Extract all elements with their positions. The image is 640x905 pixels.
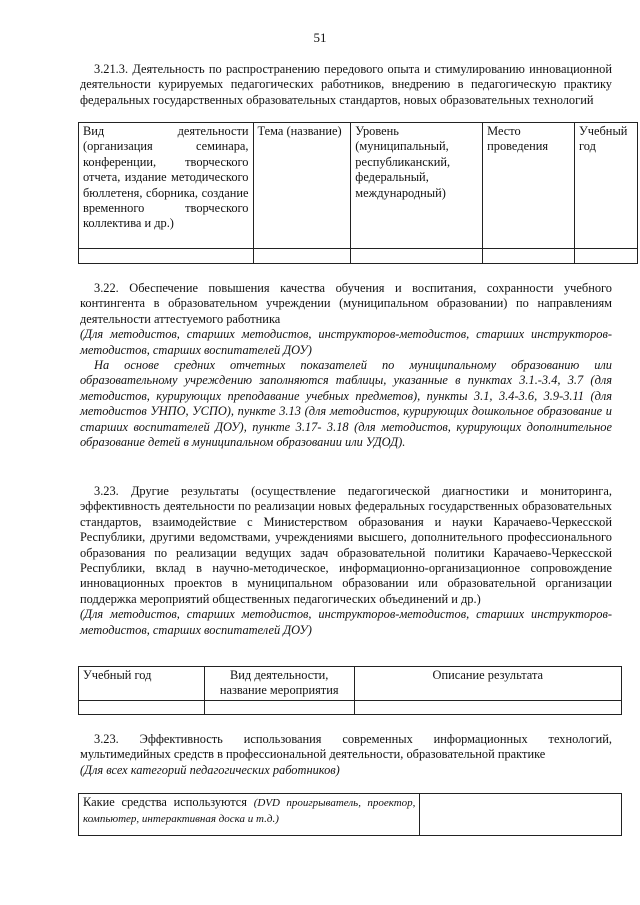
empty-cell[interactable] [204,700,354,714]
section-3-22-heading: 3.22. Обеспечение повышения качества обучения и воспитания, сохранности учебного контингента в образовательном учреждении (муниципальном образовании) по направлениям деятельности аттестуемого работника [80,281,612,326]
empty-cell[interactable] [354,700,621,714]
col-topic: Тема (название) [253,123,351,249]
section-3-23-it-heading: 3.23. Эффективность использования современных информационных технологий, мультимедийных средств в профессиональной деятельности, образовательной практике [80,732,612,762]
empty-cell[interactable] [483,249,575,264]
activity-table [78,122,638,264]
tools-question-label: Какие средства используются [83,795,247,809]
table-row [79,794,622,836]
tools-question-note: (DVD проигрыватель, проектор, компьютер, интерактивная доска и т.д.) [83,797,416,826]
section-3-23-it-for-whom: (Для всех категорий педагогических работников) [80,762,340,777]
section-3-21-3-heading: 3.21.3. Деятельность по распространению передового опыта и стимулированию инновационной деятельности курируемых педагогических работников, внедрению в педагогическую практику федеральных государственных образовательных стандартов, новых образовательных технологий [80,62,612,107]
section-3-23-for-whom: (Для методистов, старших методистов, инструкторов-методистов, старших инструкторов-методистов, старших воспитателей ДОУ) [80,607,612,637]
page-number: 51 [313,30,327,45]
it-tools-table [78,793,622,836]
col-activity-type: Вид деятельности (организация семинара, конференции, творческого отчета, издание методического бюллетеня, сборника, создание временного творческого коллектива и др.) [79,123,254,249]
table-header-row [79,123,638,249]
section-3-23-it [80,732,612,778]
section-3-22-note: На основе средних отчетных показателей по муниципальному образованию или образовательному учреждению заполняются таблицы, указанные в пунктах 3.1.-3.4, 3.7 (для методистов, курирующих преподавание учебных предметов), пункты 3.1, 3.4-3.6, 3.9-3.11 (для методистов УНПО, УСПО), пункте 3.13 (для методистов, курирующих дошкольное образование и старших воспитателей ДОУ), пункте 3.17- 3.18 (для методистов, курирующих дополнительное образование детей в муниципальном образовании или УДОД). [80,358,612,450]
section-3-23-heading: 3.23. Другие результаты (осуществление педагогической диагностики и мониторинга, эффективность деятельности по реализации новых федеральных государственных образовательных стандартов, взаимодействие с Министерством образования и науки Карачаево-Черкесской Республики, другими ведомствами, учреждениями высшего, дополнительного профессионального образования по реализации ведущих задач образовательной политики Карачаево-Черкесской Республики, вклад в научно-методическое, информационно-организационное сопровождение инновационных проектов в муниципальном образовании или образовательной организации поддержка мероприятий общественных педагогических объединений и др.) [80,484,612,606]
empty-cell[interactable] [253,249,351,264]
empty-cell[interactable] [79,700,205,714]
tools-question-cell [79,794,420,836]
empty-cell[interactable] [79,249,254,264]
section-3-23-other-results [80,484,612,638]
col-activity-event: Вид деятельности, название мероприятия [204,667,354,701]
col-place: Место проведения [483,123,575,249]
col-year: Учебный год [575,123,638,249]
col-result-description: Описание результата [354,667,621,701]
col-level: Уровень (муниципальный, республиканский, федеральный, международный) [351,123,483,249]
table-header-row [79,667,622,701]
col-academic-year: Учебный год [79,667,205,701]
empty-cell[interactable] [575,249,638,264]
tools-answer-cell[interactable] [420,794,622,836]
section-3-22 [80,281,612,450]
table-row [79,700,622,714]
results-table [78,666,622,715]
section-3-22-for-whom: (Для методистов, старших методистов, инструкторов-методистов, старших инструкторов-методистов, старших воспитателей ДОУ) [80,327,612,357]
empty-cell[interactable] [351,249,483,264]
table-row [79,249,638,264]
